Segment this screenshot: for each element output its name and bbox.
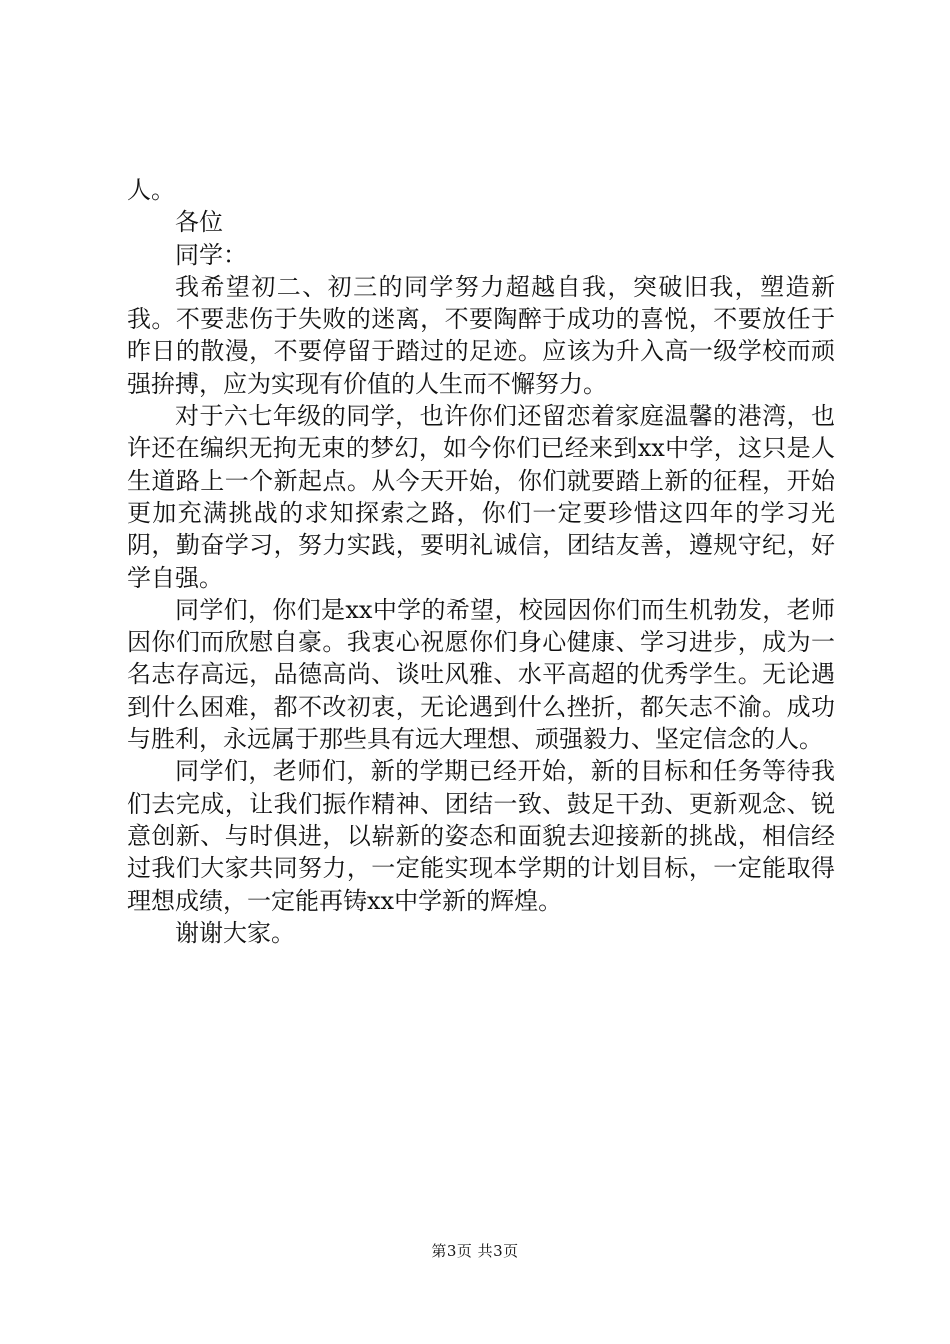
paragraph: 对于六七年级的同学，也许你们还留恋着家庭温馨的港湾，也许还在编织无拘无束的梦幻，如今你们已经来到xx中学，这只是人生道路上一个新起点。从今天开始，你们就要踏上新的征程，开始更加充满挑战的求知探索之路，你们一定要珍惜这四年的学习光阴，勤奋学习，努力实践，要明礼诚信，团结友善，遵规守纪，好学自强。 xyxy=(127,402,835,592)
page-number-footer: 第3页 共3页 xyxy=(431,1242,519,1260)
paragraph: 同学们，你们是xx中学的希望，校园因你们而生机勃发，老师因你们而欣慰自豪。我衷心祝愿你们身心健康、学习进步，成为一名志存高远，品德高尚、谈吐风雅、水平高超的优秀学生。无论遇到什么困难，都不改初衷，无论遇到什么挫折，都矢志不渝。成功与胜利，永远属于那些具有远大理想、顽强毅力、坚定信念的人。 xyxy=(127,595,835,754)
salutation-line-2: 同学： xyxy=(175,240,247,269)
paragraph: 同学们，老师们，新的学期已经开始，新的目标和任务等待我们去完成，让我们振作精神、团结一致、鼓足干劲、更新观念、锐意创新、与时俱进，以崭新的姿态和面貌去迎接新的挑战，相信经过我们大家共同努力，一定能实现本学期的计划目标，一定能取得理想成绩，一定能再铸xx中学新的辉煌。 xyxy=(127,757,835,915)
salutation-line-1: 各位 xyxy=(175,208,223,237)
closing-line: 谢谢大家。 xyxy=(175,918,295,947)
paragraph: 我希望初二、初三的同学努力超越自我，突破旧我，塑造新我。不要悲伤于失败的迷离，不要陶醉于成功的喜悦，不要放任于昨日的散漫，不要停留于踏过的足迹。应该为升入高一级学校而顽强拚搏，应为实现有价值的人生而不懈努力。 xyxy=(127,272,835,398)
paragraph-fragment: 人。 xyxy=(127,176,175,204)
document-body xyxy=(127,174,835,949)
